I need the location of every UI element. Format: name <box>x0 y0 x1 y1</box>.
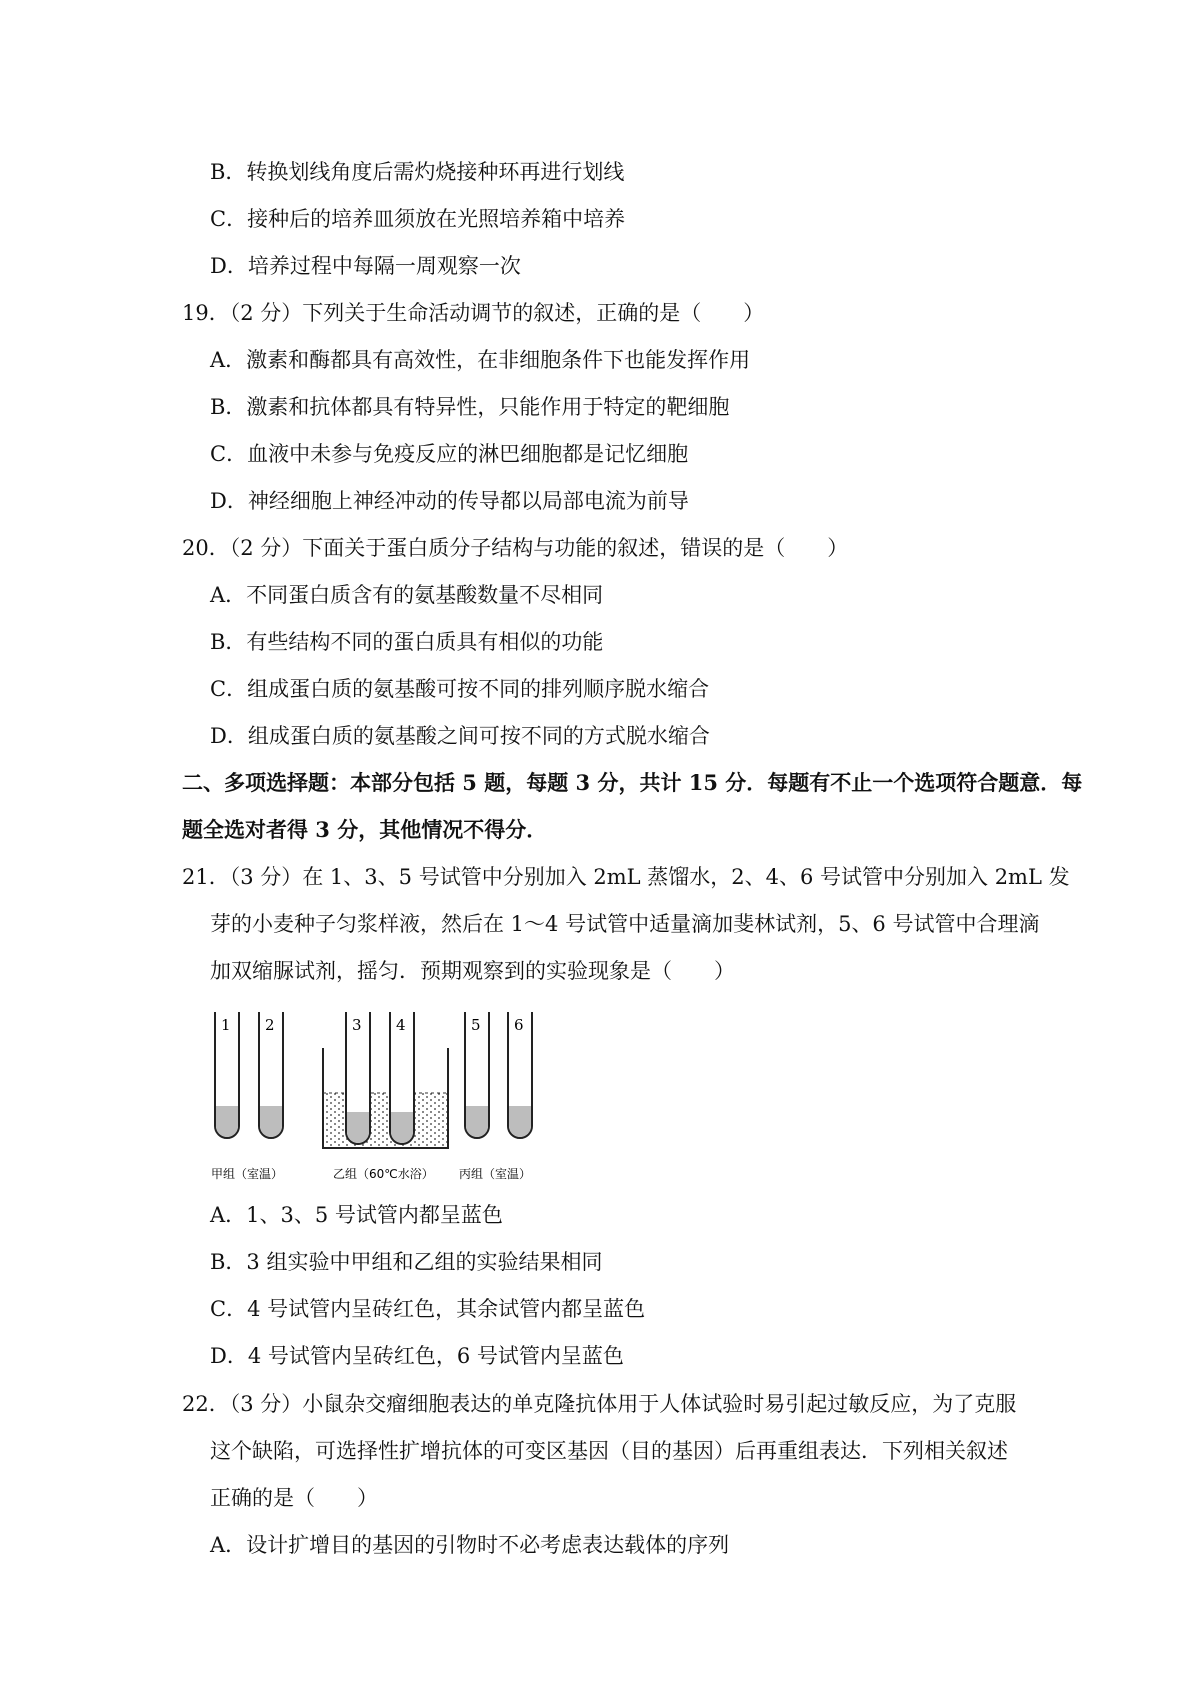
tube-6 <box>508 1012 532 1138</box>
tube-label-4: 4 <box>396 1016 406 1034</box>
q19-option-d: D．神经细胞上神经冲动的传导都以局部电流为前导 <box>210 489 689 513</box>
q22-stem-line3: 正确的是（ ） <box>210 1486 378 1510</box>
q18-option-c: C．接种后的培养皿须放在光照培养箱中培养 <box>210 207 626 231</box>
tube-label-6: 6 <box>514 1016 524 1034</box>
tube-label-3: 3 <box>352 1016 362 1034</box>
q21-stem-line3: 加双缩脲试剂，摇匀．预期观察到的实验现象是（ ） <box>210 959 735 983</box>
q21-option-b: B．3 组实验中甲组和乙组的实验结果相同 <box>210 1250 603 1274</box>
q22-option-a: A．设计扩增目的基因的引物时不必考虑表达载体的序列 <box>210 1533 730 1557</box>
q19-option-c: C．血液中未参与免疫反应的淋巴细胞都是记忆细胞 <box>210 442 689 466</box>
tube-4 <box>390 1012 414 1144</box>
q20-option-b: B．有些结构不同的蛋白质具有相似的功能 <box>210 630 604 654</box>
q19-option-a: A．激素和酶都具有高效性，在非细胞条件下也能发挥作用 <box>210 348 751 372</box>
tube-1 <box>215 1012 239 1138</box>
tube-label-5: 5 <box>471 1016 481 1034</box>
tube-label-2: 2 <box>265 1016 275 1034</box>
section2-heading-line1: 二、多项选择题：本部分包括 5 题，每题 3 分，共计 15 分．每题有不止一个选项符合题意．每 <box>182 770 1083 795</box>
q19-option-b: B．激素和抗体都具有特异性，只能作用于特定的靶细胞 <box>210 395 730 419</box>
q19-stem: 19．（2 分）下列关于生命活动调节的叙述，正确的是（ ） <box>182 301 765 325</box>
q22-stem-line1: 22．（3 分）小鼠杂交瘤细胞表达的单克隆抗体用于人体试验时易引起过敏反应，为了克服 <box>182 1392 1017 1416</box>
tube-2 <box>259 1012 283 1138</box>
tube-label-1: 1 <box>221 1016 231 1034</box>
q20-stem: 20．（2 分）下面关于蛋白质分子结构与功能的叙述，错误的是（ ） <box>182 536 849 560</box>
q20-option-c: C．组成蛋白质的氨基酸可按不同的排列顺序脱水缩合 <box>210 677 710 701</box>
q21-stem-line1: 21．（3 分）在 1、3、5 号试管中分别加入 2mL 蒸馏水，2、4、6 号试管中分别加入 2mL 发 <box>182 865 1070 889</box>
q21-option-a: A．1、3、5 号试管内都呈蓝色 <box>210 1203 503 1227</box>
q21-stem-line2: 芽的小麦种子匀浆样液，然后在 1～4 号试管中适量滴加斐林试剂，5、6 号试管中合理滴 <box>210 912 1040 936</box>
test-tube-diagram <box>205 1008 575 1188</box>
caption-group-yi: 乙组（60℃水浴） <box>333 1167 434 1181</box>
tube-5 <box>465 1012 489 1138</box>
q18-option-b: B．转换划线角度后需灼烧接种环再进行划线 <box>210 160 625 184</box>
section2-heading-line2: 题全选对者得 3 分，其他情况不得分． <box>182 817 548 842</box>
water-bath <box>323 1048 448 1148</box>
q20-option-d: D．组成蛋白质的氨基酸之间可按不同的方式脱水缩合 <box>210 724 710 748</box>
q20-option-a: A．不同蛋白质含有的氨基酸数量不尽相同 <box>210 583 604 607</box>
tube-3 <box>346 1012 370 1144</box>
q22-stem-line2: 这个缺陷，可选择性扩增抗体的可变区基因（目的基因）后再重组表达．下列相关叙述 <box>210 1439 1008 1463</box>
caption-group-bing: 丙组（室温） <box>459 1167 532 1181</box>
test-tube-figure <box>205 1008 575 1188</box>
q18-option-d: D．培养过程中每隔一周观察一次 <box>210 254 521 278</box>
q21-option-c: C．4 号试管内呈砖红色，其余试管内都呈蓝色 <box>210 1297 646 1321</box>
q21-option-d: D．4 号试管内呈砖红色，6 号试管内呈蓝色 <box>210 1344 624 1368</box>
caption-group-jia: 甲组（室温） <box>211 1167 284 1181</box>
